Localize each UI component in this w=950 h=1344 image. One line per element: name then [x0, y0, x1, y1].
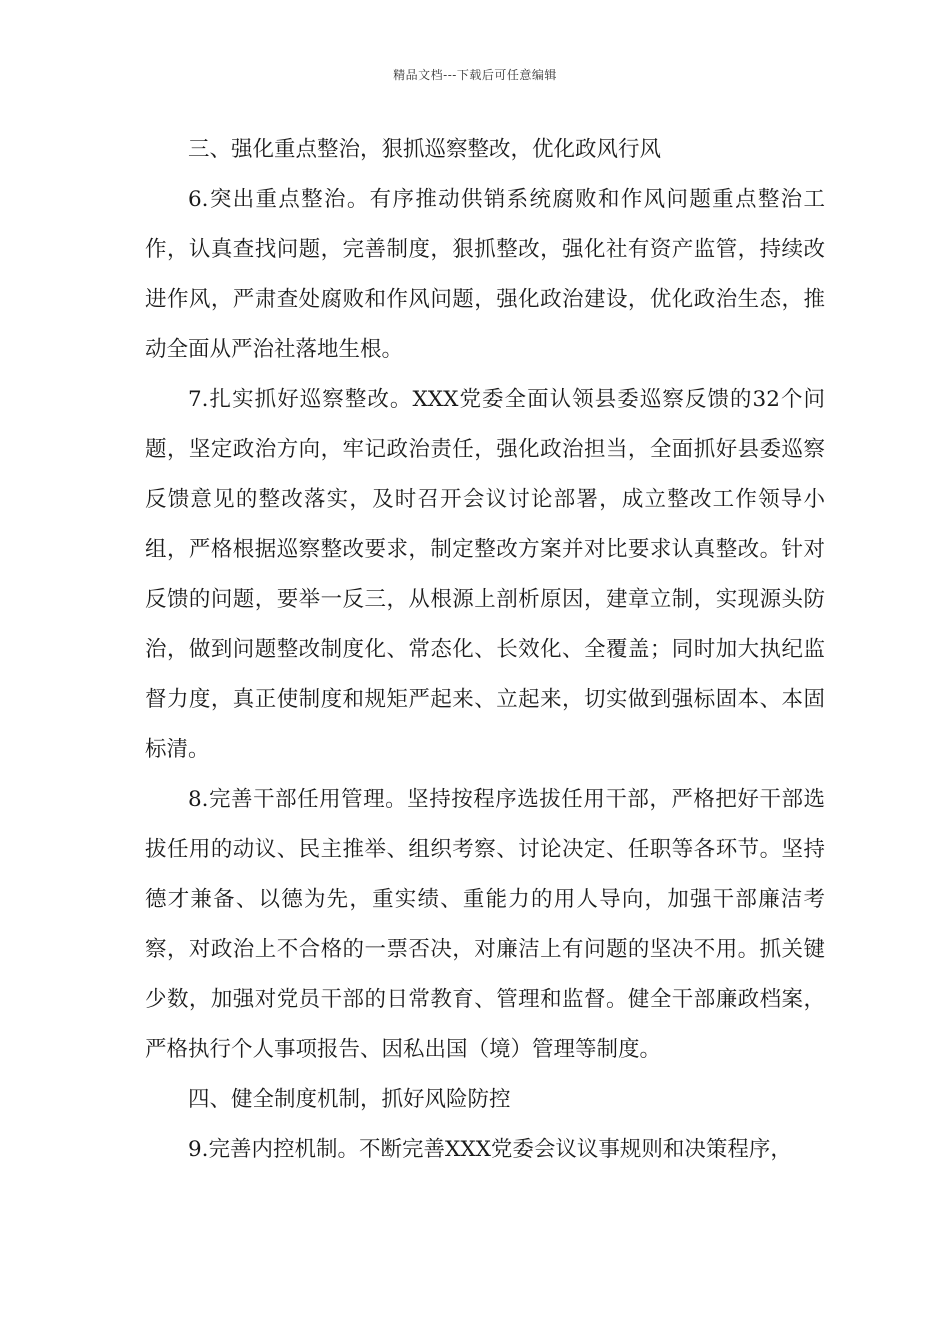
document-body [145, 125, 825, 1175]
section-heading-4: 四、健全制度机制，抓好风险防控 [188, 1087, 511, 1112]
page-header: 精品文档---下载后可任意编辑 [393, 68, 557, 82]
paragraph-6: 6.突出重点整治。有序推动供销系统腐败和作风问题重点整治工作，认真查找问题，完善制度，狠抓整改，强化社有资产监管，持续改进作风，严肃查处腐败和作风问题，强化政治建设，优化政治生态，推动全面从严治社落地生根。 [145, 187, 825, 362]
paragraph-8: 8.完善干部任用管理。坚持按程序选拔任用干部，严格把好干部选拔任用的动议、民主推举、组织考察、讨论决定、任职等各环节。坚持德才兼备、以德为先，重实绩、重能力的用人导向，加强干部廉洁考察，对政治上不合格的一票否决，对廉洁上有问题的坚决不用。抓关键少数，加强对党员干部的日常教育、管理和监督。健全干部廉政档案，严格执行个人事项报告、因私出国（境）管理等制度。 [145, 787, 825, 1062]
paragraph-9: 9.完善内控机制。不断完善XXX党委会议议事规则和决策程序， [188, 1137, 792, 1162]
section-heading-3: 三、强化重点整治，狠抓巡察整改，优化政风行风 [188, 137, 662, 162]
paragraph-7: 7.扎实抓好巡察整改。XXX党委全面认领县委巡察反馈的32个问题，坚定政治方向，牢记政治责任，强化政治担当，全面抓好县委巡察反馈意见的整改落实，及时召开会议讨论部署，成立整改工作领导小组，严格根据巡察整改要求，制定整改方案并对比要求认真整改。针对反馈的问题，要举一反三，从根源上剖析原因，建章立制，实现源头防治，做到问题整改制度化、常态化、长效化、全覆盖；同时加大执纪监督力度，真正使制度和规矩严起来、立起来，切实做到强标固本、本固标清。 [145, 387, 825, 762]
